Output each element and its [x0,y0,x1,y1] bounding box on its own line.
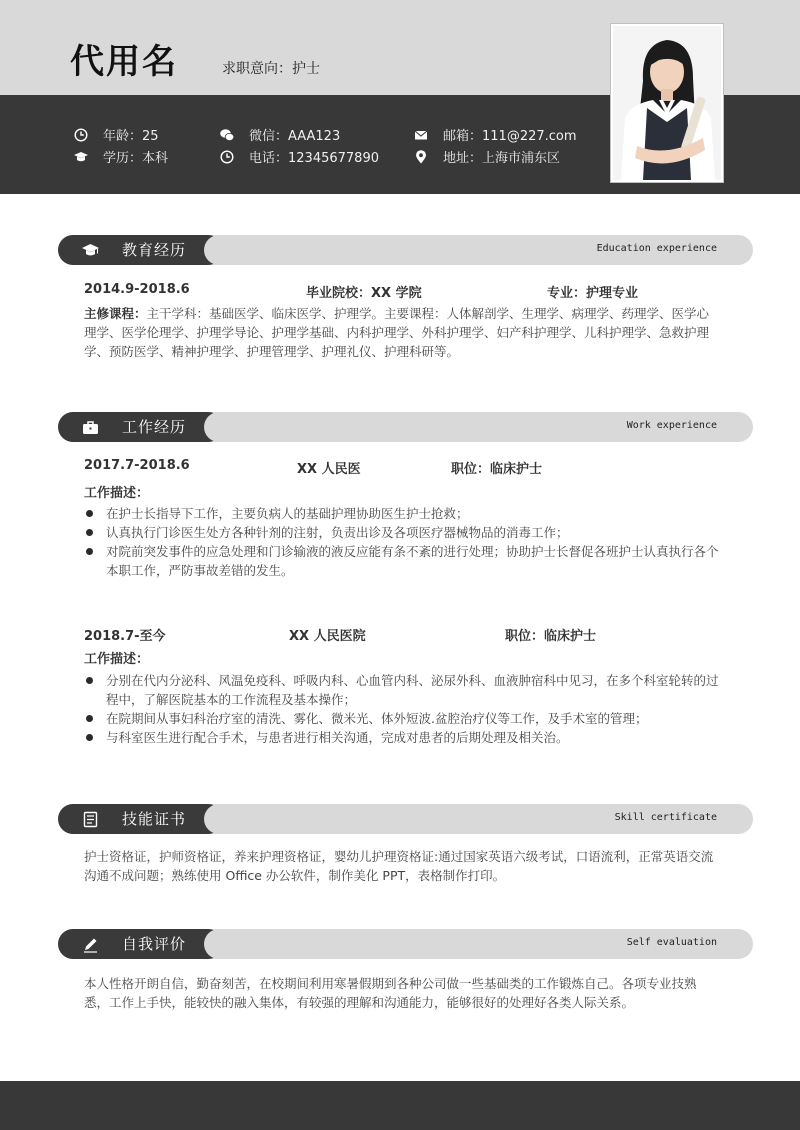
self-eval-title: 自我评价 [122,935,187,953]
candidate-name: 代用名 [70,42,178,82]
education-section-header [58,235,753,265]
address-item [414,147,560,166]
skills-title: 技能证书 [122,810,187,828]
education-period: 2014.9-2018.6 [84,282,190,297]
list-item: 分别在代内分泌科、风温免疫科、呼吸内科、心血管内科、泌尿外科、血液肿宿科中见习，在多个科室轮转的过程中，了解医院基本的工作流程及基本操作； [84,671,724,709]
skills-title-en: Skill certificate [614,812,717,823]
job-period: 2018.7-至今 [84,629,166,644]
list-item: 在护士长指导下工作，主要负病人的基础护理协助医生护士抢救； [84,504,724,523]
wechat-text: 微信：AAA123 [249,129,341,144]
education-title-en: Education experience [596,243,717,254]
briefcase-icon [82,419,99,436]
education-text: 学历：本科 [103,151,169,166]
phone-text: 电话：12345677890 [249,151,379,166]
job-desc-label: 工作描述： [84,486,150,501]
portrait-image [613,26,721,180]
job-duties-list [84,671,724,747]
email-text: 邮箱：111@227.com [443,129,577,144]
job-row [84,458,542,477]
self-eval-section-header [58,929,753,959]
graduation-cap-icon [82,242,99,259]
job-duties-list [84,504,724,580]
work-title-en: Work experience [626,420,717,431]
education-courses [84,304,719,361]
work-title: 工作经历 [122,418,187,436]
envelope-icon [414,128,428,142]
list-item: 对院前突发事件的应急处理和门诊输液的液反应能有条不紊的进行处理；协助护士长督促各班护士认真执行各个本职工作，严防事故差错的发生。 [84,542,724,580]
job-org: XX 人民医 [297,462,361,477]
chat-icon [220,128,234,142]
profile-photo [610,23,724,183]
email-item [414,125,577,144]
education-row [84,282,638,301]
list-item: 与科室医生进行配合手术，与患者进行相关沟通，完成对患者的后期处理及相关治。 [84,728,724,747]
self-eval-text: 本人性格开朗自信，勤奋刻苦，在校期间利用寒暑假期到各种公司做一些基础类的工作锻炼自己。各项专业技熟悉，工作上手快，能较快的融入集体，有较强的理解和沟通能力，能够很好的处理好各类人际关系。 [84,976,697,1010]
list-item: 在院期间从事妇科治疗室的清洗、雾化、微米光、体外短波.盆腔治疗仪等工作，及手术室的管理； [84,709,724,728]
job-position: 职位：临床护士 [451,462,543,477]
job-org: XX 人民医院 [289,629,366,644]
job-period: 2017.7-2018.6 [84,458,190,473]
education-major: 专业：护理专业 [547,286,639,301]
wechat-item [220,125,340,144]
job-intent: 求职意向：护士 [222,61,320,77]
courses-text: 主干学科：基础医学、临床医学、护理学。主要课程：人体解剖学、生理学、病理学、药理学、医学心理学、医学伦理学、护理学导论、护理学基础、内科护理学、外科护理学、妇产科护理学、儿科护理学、急救护理学、预防医学、精神护理学、护理管理学、护理礼仪、护理科研等。 [84,306,710,359]
pen-icon [82,936,99,953]
phone-item [220,147,379,166]
education-school: 毕业院校：XX 学院 [306,286,422,301]
courses-label: 主修课程： [84,306,147,321]
self-eval-title-en: Self evaluation [626,937,717,948]
job-desc-label: 工作描述： [84,652,150,667]
certificate-icon [82,811,99,828]
phone-clock-icon [220,150,234,164]
location-pin-icon [414,150,428,164]
clock-icon [74,128,88,142]
list-item: 认真执行门诊医生处方各种针剂的注射，负责出诊及各项医疗器械物品的消毒工作； [84,523,724,542]
skills-section-header [58,804,753,834]
graduation-cap-icon [74,150,88,164]
age-item [74,125,159,144]
skills-text: 护士资格证，护师资格证，养来护理资格证，婴幼儿护理资格证:通过国家英语六级考试，口语流利，正常英语交流沟通不成问题；熟练使用 Office 办公软件，制作美化 PPT，表格制作打印。 [84,849,714,883]
address-text: 地址：上海市浦东区 [443,151,561,166]
job-position: 职位：临床护士 [505,629,597,644]
work-section-header [58,412,753,442]
age-text: 年龄：25 [103,129,159,144]
job-row [84,625,596,644]
education-item [74,147,168,166]
education-title: 教育经历 [122,241,187,259]
footer-band [0,1081,800,1130]
